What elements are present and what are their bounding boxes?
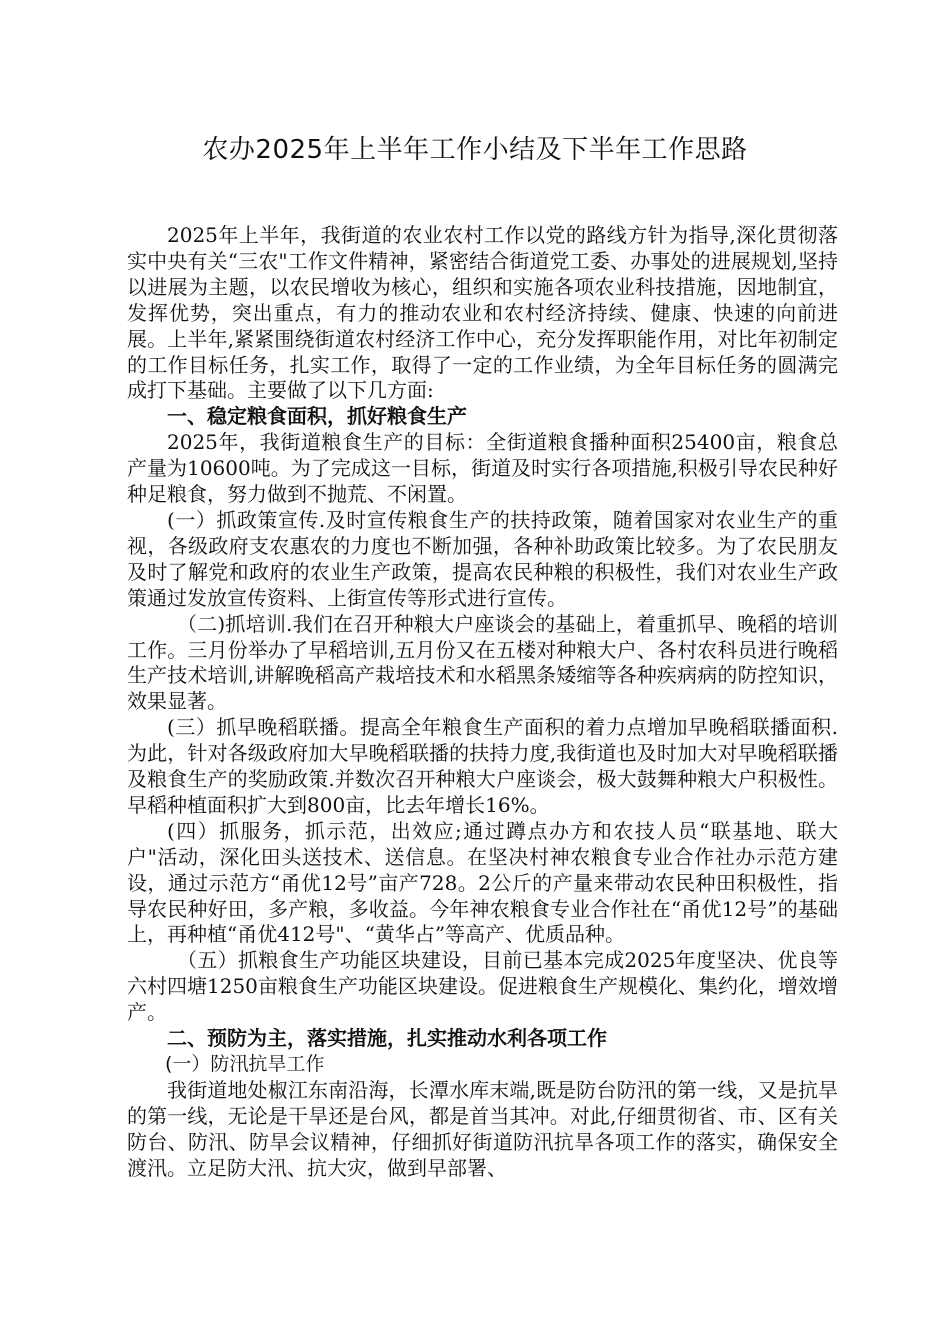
- flood-drought-paragraph: 我街道地处椒江东南沿海，长潭水库末端,既是防台防汛的第一线，又是抗旱的第一线，无论是干旱还是台风，都是首当其冲。对此,仔细贯彻省、市、区有关防台、防汛、防旱会议精神，仔细抓好街道防汛抗旱各项工作的落实，确保安全渡汛。立足防大汛、抗大灾，做到早部署、: [127, 1077, 838, 1180]
- document-body: [127, 223, 838, 1182]
- grain-target-paragraph: 2025年，我街道粮食生产的目标：全街道粮食播种面积25400亩，粮食总产量为10600吨。为了完成这一目标，街道及时实行各项措施,积极引导农民种好种足粮食，努力做到不抛荒、不闲置。: [127, 430, 838, 507]
- flood-drought-subheading: (一）防汛抗旱工作: [165, 1053, 325, 1075]
- service-demonstration-paragraph: (四）抓服务，抓示范，出效应;通过蹲点办方和农技人员“联基地、联大户"活动，深化田头送技术、送信息。在坚决村神农粮食专业合作社办示范方建设，通过示范方“甬优12号”亩产728。2公斤的产量来带动农民种田积极性，指导农民种好田，多产粮，多收益。今年神农粮食专业合作社在“甬优12号”的基础上，再种植“甬优412号"、“黄华占”等高产、优质品种。: [127, 818, 838, 947]
- document-title: 农办2025年上半年工作小结及下半年工作思路: [202, 135, 748, 165]
- policy-promotion-paragraph: (一）抓政策宣传.及时宣传粮食生产的扶持政策，随着国家对农业生产的重视，各级政府支农惠农的力度也不断加强，各种补助政策比较多。为了农民朋友及时了解党和政府的农业生产政策，提高农民种粮的积极性，我们对农业生产政策通过发放宣传资料、上街宣传等形式进行宣传。: [127, 507, 838, 610]
- rice-rotation-paragraph: (三）抓早晚稻联播。提高全年粮食生产面积的着力点增加早晚稻联播面积.为此，针对各级政府加大早晚稻联播的扶持力度,我街道也及时加大对早晚稻联播及粮食生产的奖励政策.并数次召开种粮大户座谈会，极大鼓舞种粮大户积极性。早稻种植面积扩大到800亩，比去年增长16%。: [127, 715, 838, 817]
- training-paragraph: （二)抓培训.我们在召开种粮大户座谈会的基础上，着重抓早、晚稻的培训工作。三月份举办了早稻培训,五月份又在五楼对种粮大户、各村农科员进行晚稻生产技术培训,讲解晚稻高产栽培技术和水稻黑条矮缩等各种疾病病的防控知识，效果显著。: [127, 611, 838, 714]
- functional-zone-paragraph: （五）抓粮食生产功能区块建设，目前已基本完成2025年度坚决、优良等六村四塘1250亩粮食生产功能区块建设。促进粮食生产规模化、集约化，增效增产。: [127, 948, 838, 1025]
- section-heading-grain: 一、稳定粮食面积，抓好粮食生产: [167, 404, 467, 429]
- section-heading-water: 二、预防为主，落实措施，扎实推动水利各项工作: [167, 1026, 607, 1051]
- intro-paragraph: 2025年上半年，我街道的农业农村工作以党的路线方针为指导,深化贯彻落实中央有关“三农"工作文件精神，紧密结合街道党工委、办事处的进展规划,坚持以进展为主题，以农民增收为核心，组织和实施各项农业科技措施，因地制宜，发挥优势，突出重点，有力的推动农业和农村经济持续、健康、快速的向前进展。上半年,紧紧围绕街道农村经济工作中心，充分发挥职能作用，对比年初制定的工作目标任务，扎实工作，取得了一定的工作业绩，为全年目标任务的圆满完成打下基础。主要做了以下几方面:: [127, 223, 838, 403]
